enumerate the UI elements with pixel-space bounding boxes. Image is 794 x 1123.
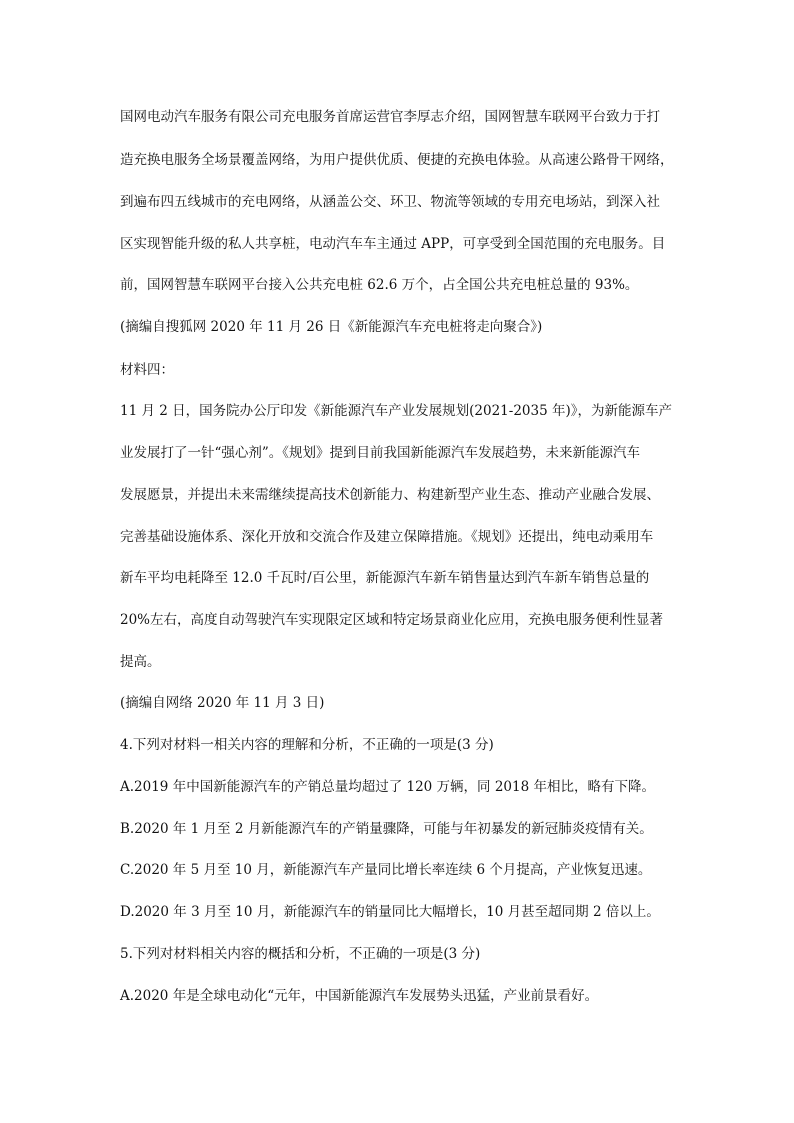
question-option: A.2019 年中国新能源汽车的产销总量均超过了 120 万辆，同 2018 年相比，略有下降。 bbox=[120, 779, 655, 795]
body-text-line: 新车平均电耗降至 12.0 千瓦时/百公里，新能源汽车新车销售量达到汽车新车销售总量的 bbox=[120, 570, 650, 586]
body-text-line: 发展愿景，并提出未来需继续提高技术创新能力、构建新型产业生态、推动产业融合发展、 bbox=[120, 487, 660, 503]
question-option: B.2020 年 1 月至 2 月新能源汽车的产销量骤降，可能与年初暴发的新冠肺炎疫情有关。 bbox=[120, 821, 653, 837]
question-stem: 5.下列对材料相关内容的概括和分析，不正确的一项是(3 分) bbox=[120, 946, 481, 962]
source-citation: (摘编自网络 2020 年 11 月 3 日) bbox=[120, 695, 325, 711]
body-text-line: 区实现智能升级的私人共享桩，电动汽车车主通过 APP，可享受到全国范围的充电服务。目 bbox=[120, 236, 666, 252]
body-text-line: 业发展打了一针“强心剂”。《规划》提到目前我国新能源汽车发展趋势，未来新能源汽车 bbox=[120, 445, 641, 461]
body-text-line: 提高。 bbox=[120, 654, 161, 670]
body-text-line: 20%左右，高度自动驾驶汽车实现限定区域和特定场景商业化应用，充换电服务便利性显著 bbox=[120, 612, 664, 628]
body-text-line: 前，国网智慧车联网平台接入公共充电桩 62.6 万个，占全国公共充电桩总量的 93%。 bbox=[120, 277, 639, 293]
source-citation: (摘编自搜狐网 2020 年 11 月 26 日《新能源汽车充电桩将走向聚合》) bbox=[120, 319, 543, 335]
question-option: C.2020 年 5 月至 10 月，新能源汽车产量同比增长率连续 6 个月提高，产业恢复迅速。 bbox=[120, 862, 652, 878]
body-text-line: 造充换电服务全场景覆盖网络，为用户提供优质、便捷的充换电体验。从高速公路骨干网络， bbox=[120, 152, 674, 168]
body-text-line: 到遍布四五线城市的充电网络，从涵盖公交、环卫、物流等领域的专用充电场站，到深入社 bbox=[120, 194, 660, 210]
body-text-line: 国网电动汽车服务有限公司充电服务首席运营官李厚志介绍，国网智慧车联网平台致力于打 bbox=[120, 109, 660, 125]
question-stem: 4.下列对材料一相关内容的理解和分析，不正确的一项是(3 分) bbox=[120, 737, 494, 753]
question-option: A.2020 年是全球电动化“元年，中国新能源汽车发展势头迅猛，产业前景看好。 bbox=[120, 988, 599, 1004]
section-heading: 材料四： bbox=[120, 362, 174, 378]
body-text-line: 11 月 2 日，国务院办公厅印发《新能源汽车产业发展规划(2021-2035 年)》，为新能源车产 bbox=[120, 403, 672, 419]
question-option: D.2020 年 3 月至 10 月，新能源汽车的销量同比大幅增长，10 月甚至超同期 2 倍以上。 bbox=[120, 904, 660, 920]
body-text-line: 完善基础设施体系、深化开放和交流合作及建立保障措施。《规划》还提出，纯电动乘用车 bbox=[120, 529, 654, 545]
